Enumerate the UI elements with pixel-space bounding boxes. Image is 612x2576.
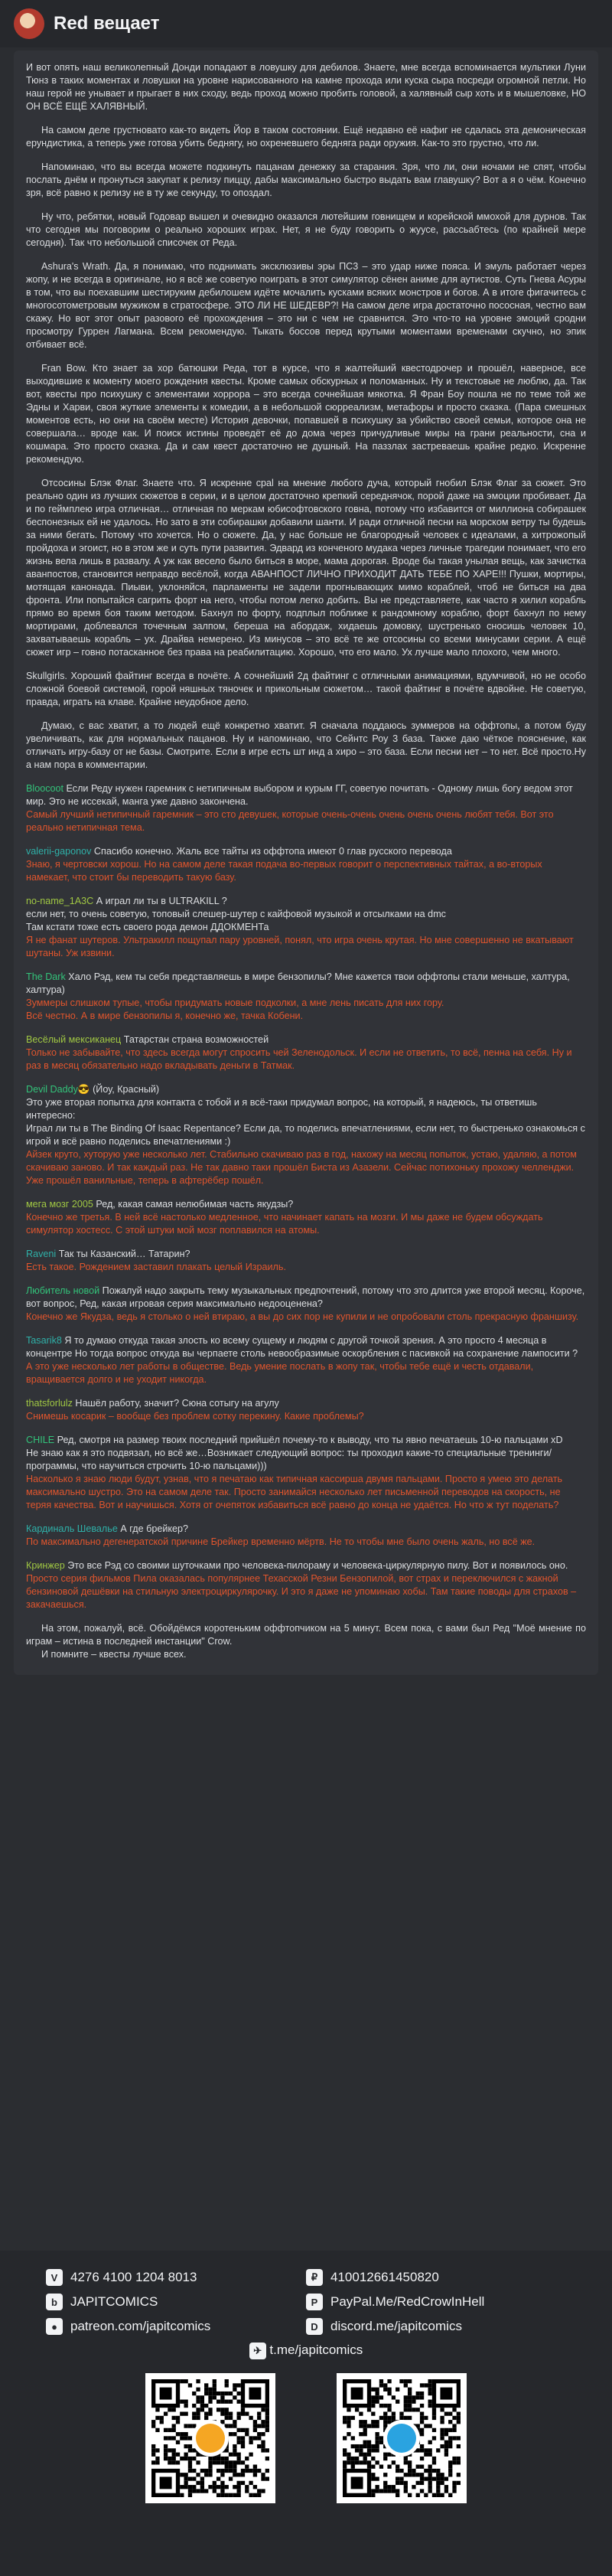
footer bbox=[0, 2251, 612, 2576]
comment-text: Нашёл работу, значит? Сюна сотыгу на агулу bbox=[72, 1398, 279, 1409]
post-paragraph: Напоминаю, что вы всегда можете подкинуть пацанам денежку за старания. Зря, что ли, они ночами не спят, чтобы послать днём и пронуться закупат к релизу пиццу, дабы максимально быстро выдать вам главушку? Вот а я о чём. Конечно зря, всё равно к релизу не в ту же секунду, то опоздал. bbox=[26, 162, 586, 198]
comment-text: Татарстан страна возможностей bbox=[121, 1034, 269, 1045]
post-body bbox=[14, 51, 598, 1675]
comment-reply: Самый лучший нетипичный гаремник – это сто девушек, которые очень-очень очень очень очень любят тебя. Вот это реально нетипичная тема. bbox=[26, 809, 554, 833]
qr-codes bbox=[0, 2373, 612, 2503]
qr-code-support[interactable] bbox=[145, 2373, 275, 2503]
comment-text: А где брейкер? bbox=[117, 1523, 189, 1534]
support-link[interactable] bbox=[46, 2269, 306, 2286]
comment-line bbox=[26, 971, 586, 997]
post-paragraph: Ну что, ребятки, новый Годовар вышел и очевидно оказался лютейшим говнищем и корейской ммохой для дурнов. Так что сегодня мы поговорим о реально хороших играх. Нет, я не буду говорить о жуусе, рассьабтесь (по крайней мере сегодня). Так что небольшой списочек от Реда. bbox=[26, 211, 586, 248]
comment-item bbox=[26, 1397, 586, 1423]
comment-text: (Йоу, Красный) Это уже вторая попытка для контакта с тобой и я всё-таки придумал вопрос, на который, я надеюсь, ты ответишь интересно: Играл ли ты в The Binding Of Isaac Repentance? Если да, то поделись впечатлениями, если нет, то быстренько ознакомься с игрой и всё равно поделись впечатлениями :) bbox=[26, 1084, 585, 1147]
support-link-text: PayPal.Me/RedCrowInHell bbox=[330, 2294, 485, 2309]
avatar[interactable] bbox=[14, 8, 44, 39]
comment-item bbox=[26, 1285, 586, 1324]
comment-line bbox=[26, 1523, 586, 1536]
channel-header bbox=[0, 0, 612, 47]
comment-text: Ред, смотря на размер твоих последний прийшёл почему-то к выводу, что ты явно печатаешь 10-ю пальцами xD Не знаю как я это подвязал, но всё же…Возникает следующий вопрос: ты проходил какие-то специальные тренинги/программы, что научиться строчить 10-ю пальцами))) bbox=[26, 1435, 563, 1471]
comment-text: Это все Рэд со своими шуточками про человека-пилорамy и человека-циркулярную пилу. Вот и появилось оно. bbox=[64, 1560, 568, 1571]
comment-item bbox=[26, 782, 586, 834]
comment-reply: Насколько я знаю люди будут, узнав, что я печатаю как типичная кассирша двумя пальцами. Просто я умею это делать максимально шустро. Это на самом деле так. Просто занимайся несколько лет письменной переводов на скорость, не теряя качества. Вот и научишься. Хотя от очепяток избавиться всё равно до конца не удаётся. Но что ж тут поделать? bbox=[26, 1474, 563, 1510]
comment-item bbox=[26, 1434, 586, 1512]
comment-author: Кринжер bbox=[26, 1560, 65, 1571]
comment-item bbox=[26, 895, 586, 960]
comment-text: Так ты Казанский… Татарин? bbox=[56, 1249, 190, 1259]
comment-text: Спасибо конечно. Жаль все тайты из оффтопа имеют 0 глав русского перевода bbox=[91, 846, 452, 857]
comment-reply: А это уже несколько лет работы в обществе. Ведь умение послать в жопу так, чтобы тебе ещё и честь отдавали, вращивается долго и не уходит никогда. bbox=[26, 1361, 534, 1385]
comment-line bbox=[26, 1248, 586, 1261]
comment-reply: Просто серия фильмов Пила оказалась популярнее Техасской Резни Бензопилой, вот страх и переключился с жакной бензиновой дешёвки на стильную электроциркулярочку. И это я даже не упоминаю хобы. Там такие поводы для страхов – закачаешься. bbox=[26, 1573, 577, 1610]
paypal-icon: P bbox=[306, 2294, 323, 2310]
qr-code-telegram[interactable] bbox=[337, 2373, 467, 2503]
comment-line bbox=[26, 1083, 586, 1148]
comment-reply: Я не фанат шутеров. Ультракилл пощупал пару уровней, понял, что игра очень крутая. Но мне совершенно не вкатывают шутаны. Уж извини. bbox=[26, 935, 574, 958]
comment-reply: Конечно же Якудза, ведь я столько о ней втираю, а вы до сих пор не купили и не опробовали столь прекрасную франшизу. bbox=[26, 1311, 579, 1322]
comment-reply: Зуммеры слишком тупые, чтобы придумать новые подколки, а мне лень писать для них гору. bbox=[26, 997, 444, 1008]
support-link[interactable] bbox=[306, 2269, 566, 2286]
comment-item bbox=[26, 1033, 586, 1073]
comment-text: Пожалуй надо закрыть тему музыкальных предпочтений, потому что это длится уже второй месяц. Короче, вот вопрос, Ред, какая игровая серия максимально недооценена? bbox=[26, 1285, 585, 1309]
comment-item bbox=[26, 1248, 586, 1274]
post-paragraph: Думаю, с вас хватит, а то людей ещё конкретно хватит. Я сначала поддаюсь зуммеров на оффтопы, а потом буду увеличивать, как для нормальных пацанов. Ну и напоминаю, что Сейнтс Роу 3 база. Также даю чёткое пояснение, как отличать игру-базу от не базы. Смотрите. Если в игре есть шт инд а хирo – это база. Если песни нет – то нет. Всё просто.Ну а нам пора в комментарии. bbox=[26, 720, 586, 770]
comment-line bbox=[26, 1198, 586, 1211]
comment-author: no-name_1A3C bbox=[26, 896, 94, 906]
comment-line bbox=[26, 1559, 586, 1572]
comment-item bbox=[26, 845, 586, 884]
post-paragraph: Fran Bow. Кто знает за хор батюшки Реда, тот в курсе, что я жалтейший квестодрочер и прошёл, наверное, все выходившие к моменту моего рождения квесты. Кроме самых обскурных и поломанных. Ну и текстовые не люблю, да. Так вот, квесты про психушку с элементами хоррора – это всегда сочнейшая мякотка. Я Фран Боу пошла не по теме той же Эдны и Харви, своя жуткие элементы к комедии, а в небольшой сюрреализм, метафоры и просто сказка. (Пара смешных моментов есть, но они на своём месте) История девочки, попавшей в психушку за убийство своей семьи, которое она не совершала… вроде как. И поиск истины проведёт её до дома через причудливые миры на грани реальности, сна и кошмара. Это просто сказка. Да и сам квест достаточно не душный. На паззлах застреваешь крайне редко. Искренне рекомендую. bbox=[26, 363, 586, 465]
comment-line bbox=[26, 895, 586, 934]
support-link-text: 410012661450820 bbox=[330, 2270, 439, 2284]
comment-author: CHILE bbox=[26, 1435, 55, 1445]
support-link-text: JAPITCOMICS bbox=[70, 2294, 158, 2309]
money-icon: ₽ bbox=[306, 2269, 323, 2286]
comment-item bbox=[26, 971, 586, 1023]
comment-text: А играл ли ты в ULTRAKILL ? если нет, то очень советую, топовый слешер-шутер с кайфовой музыкой и отсылками на dmc Там кстати тоже есть своего рода демон ДДОКМЕНТа bbox=[26, 896, 446, 932]
support-link[interactable] bbox=[46, 2294, 306, 2310]
post-paragraph: Skullgirls. Хороший файтинг всегда в почёте. А сочнейший 2д файтинг с отличными анимациями, вдумчивой, но не особо сложной боевой системой, горой няшных тяночек и прикольным сюжетом… такой файтинг в почёте вдвойне. Не советую, правда, играть на клаве. Крайне неудобное дело. bbox=[26, 671, 586, 707]
comment-item bbox=[26, 1523, 586, 1549]
telegram-link[interactable]: ✈ t.me/japitcomics bbox=[0, 2343, 612, 2359]
comment-reply: Снимешь косарик – вообще без проблем сотку перекину. Какие проблемы? bbox=[26, 1411, 364, 1422]
comment-reply: Только не забывайте, что здесь всегда могут спросить чей Зеленодольск. И если не ответить, то всё, пенна на себя. Ну и раз в месяц обязательно надо вкладывать деньги в Татмак. bbox=[26, 1047, 572, 1071]
post-paragraph: Отсосины Блэк Флаг. Знаете что. Я искренне сраl на мнение любого дуча, который гнобил Блэк Флаг за сюжет. Это реально один из лучших сюжетов в серии, и в целом достаточно крепкий середнячок, порой даже на эмоции пробивает. Да и по геймплею игра отличная… отличная по меркам юбисофтовского говна, потому что избавится от миллиона собирашек беспонезных ей не удалось. Но зато в эти собирашки добавили шанти. И ради отличной песни на морском ветру ты будешь за ними бегать. Потому что хочется. Но о сюжете. Да, у нас больше не благородный человек с идеалами, а хитрожопый пройдоха и эгоист, но в этом же и суть пути развития. Эдвард из конченого мудака через личные трагедии понимает, что его жизнь вела лишь в развалу. А уж как весело было биться в море, мама дорогая. Вроде бы такая унылая вещь, как зачистка аванпостов, становится неправдо весёлой, когда АВАНПОСТ ЛИЧНО ПРИХОДИТ ДАТЬ ТЕБЕ ПО ХАРЕ!!! Пушки, мортиры, мотящая канонада. Пиыви, уклоняйся, парламенты не задели прогнывающих мимо кораблей, чтоб не биться на два фронта. Или попытайся сагрить форт на него, чтобы потом легко добить. Вы не представляете, как часто я хилил корабль прямо во время боя таким методом. Бахнул по форту, подплыл поближе к рандомному кораблю, форт бахнул по нему мортирами, доблевался точечным залпом, береша на абордаж, хидаешь домовку, шустренько сносишь человек 10, захватываешь корабль – ух. Драйва немерено. Из минусов – это всё те же отсосины со всеми минусами серии. А ещё сюжет игр – говно потасканное без права на реабилитацию. Хорошо, что его мало. Ух лучше мало плохого, чем много. bbox=[26, 478, 586, 658]
comment-text: Если Реду нужен гаремник с нетипичным выбором и курым ГГ, советую почитать - Одному лишь богу ведом этот мир. Это не иссекай, манга уже давно закончена. bbox=[26, 783, 573, 807]
comment-item bbox=[26, 1334, 586, 1386]
support-link-text: 4276 4100 1204 8013 bbox=[70, 2270, 197, 2284]
comment-text: Ред, какая самая нелюбимая часть якудзы? bbox=[93, 1199, 294, 1210]
visa-icon: V bbox=[46, 2269, 63, 2286]
comment-author: Tasarik8 bbox=[26, 1335, 62, 1346]
comment-author: thatsforlulz bbox=[26, 1398, 73, 1409]
comment-author: Bloocoot bbox=[26, 783, 64, 794]
post-paragraph: На самом деле грустновато как-то видеть Йор в таком состоянии. Ещё недавно её нафиг не сдалась эта демоническая ерундистика, а теперь уже готова убить беднягу, но охреневшего бедняга ради оружия. Как-то это грустно, что ли. bbox=[26, 125, 586, 149]
comment-author: valerii-gaponov bbox=[26, 846, 92, 857]
support-link[interactable] bbox=[306, 2294, 566, 2310]
support-links bbox=[0, 2251, 612, 2335]
comment-author: Любитель новой bbox=[26, 1285, 100, 1296]
patreon-icon: ● bbox=[46, 2318, 63, 2335]
comment-text: Хало Рэд, кем ты себя представляешь в мире бензопилы? Мне кажется твои оффтопы стали меньше, халтура, халтура) bbox=[26, 971, 570, 995]
comment-item bbox=[26, 1198, 586, 1237]
comment-author: Кардиналь Шевалье bbox=[26, 1523, 118, 1534]
comment-line bbox=[26, 845, 586, 858]
outro-text: И помните – квесты лучше всех. bbox=[41, 1649, 187, 1660]
comment-reply: Есть такое. Рождением заставил плакать целый Израиль. bbox=[26, 1262, 286, 1272]
comment-line bbox=[26, 782, 586, 808]
comment-line bbox=[26, 1033, 586, 1046]
comment-reply: Конечно же третья. В ней всё настолько медленное, что начинает капать на мозги. И мы даже не будем обсуждать симулятор хостесс. С этой штуки мой мозг поплавился на атомы. bbox=[26, 1212, 543, 1236]
comment-item bbox=[26, 1083, 586, 1187]
comment-author: Raveni bbox=[26, 1249, 57, 1259]
support-link-text: patreon.com/japitcomics bbox=[70, 2319, 211, 2333]
support-link[interactable] bbox=[306, 2318, 566, 2335]
comment-line bbox=[26, 1334, 586, 1360]
boosty-icon: b bbox=[46, 2294, 63, 2310]
post-paragraph: Ashura's Wrath. Да, я понимаю, что поднимать эксклюзивы эры ПС3 – это удар ниже пояса. И эмуль работает через жопу, и не всегда в оригинале, но я всё же советую поиграть в этот симулятор сёнен аниме для аутистов. Суть Гнева Асуры в том, что вы поехавшим шестируким дебилошем идёте мочалить кусками всяких монстров и богов. А в итоге фигачитесь с многосотометровым мужиком в стратосфере. ЭТО ЛИ НЕ ШЕДЕВР?! На самом деле игра достаточно пососная, честно вам скажу. Но вот этот опыт разового её прохождения – это ни с чем не сравнится. Это что-то на уровне эмоций сродни просмотру Гуррен Лагмана. Всем рекомендую. Тыкать боссов перед крутыми моментами временами скучно, но эпик отбивает всё. bbox=[26, 261, 586, 350]
comment-author: мега мозг 2005 bbox=[26, 1199, 93, 1210]
support-link-text: discord.me/japitcomics bbox=[330, 2319, 462, 2333]
comments-list bbox=[26, 782, 586, 1611]
post-paragraph: И вот опять наш великолепный Донди попадают в ловушку для дебилов. Знаете, мне всегда вспоминается мультики Луни Тюнз в таких моментах и ловушки на уровне нарисованного на камне прохода или куска сыра посреди огромной петли. Но наш герой не унывает и прыгает в них сходу, ведь проход можно пробить головой, а халявный сыр хоть и в мышеловке, НО ОН ВСЁ ЕЩЁ ХАЛЯВНЫЙ. bbox=[26, 62, 586, 112]
comment-line bbox=[26, 1434, 586, 1473]
support-link[interactable] bbox=[46, 2318, 306, 2335]
support-badge bbox=[192, 2420, 229, 2457]
discord-icon: D bbox=[306, 2318, 323, 2335]
channel-title: Red вещает bbox=[54, 13, 160, 34]
comment-text: Я то думаю откуда такая злость ко всему сущему и людям с другой точкой зрения. А это просто 4 месяца в концентре Но тогда вопрос откуда вы черпаете столь невообразимые оскорбления с пасивкой на сохранение лампосити ? bbox=[26, 1335, 578, 1359]
comment-reply: Айзек круто, хуторую уже несколько лет. Стабильно скачиваю раз в год, нахожу на месяц попыток, устаю, удаляю, а потом скачиваю заново. И так каждый раз. Не так давно таки прошёл Биста из Азазели. Сейчас потихоньку прохожу челленджи. Уже прошёл ванильные, теперь в афтерёбер пошёл. bbox=[26, 1149, 577, 1186]
comment-author: Devil Daddy😎 bbox=[26, 1084, 90, 1095]
comment-author: Весёлый мексиканец bbox=[26, 1034, 122, 1045]
comment-author: The Dark bbox=[26, 971, 66, 982]
comment-reply: Знаю, я чертовски хорош. Но на самом деле такая подача во-первых говорит о перспективных тайтах, а во-вторых намекает, что стоит бы переводить такую базу. bbox=[26, 859, 542, 883]
comment-item bbox=[26, 1559, 586, 1611]
comment-reply: По максимально дегенератской причине Брейкер временно мёртв. Не то чтобы мне было очень жаль, но всё же. bbox=[26, 1536, 536, 1547]
comment-line bbox=[26, 1397, 586, 1410]
outro-text: На этом, пожалуй, всё. Обойдёмся коротеньким оффтопчиком на 5 минут. Всем пока, с вами был Ред "Моё мнение по играм – истина в последней инстанции" Crow. bbox=[26, 1623, 586, 1647]
comment-reply: Всё честно. А в мире бензопилы я, конечно же, тачка Кобени. bbox=[26, 1010, 304, 1021]
telegram-icon: ✈ bbox=[249, 2343, 266, 2359]
comment-line bbox=[26, 1285, 586, 1311]
telegram-icon bbox=[383, 2420, 420, 2457]
